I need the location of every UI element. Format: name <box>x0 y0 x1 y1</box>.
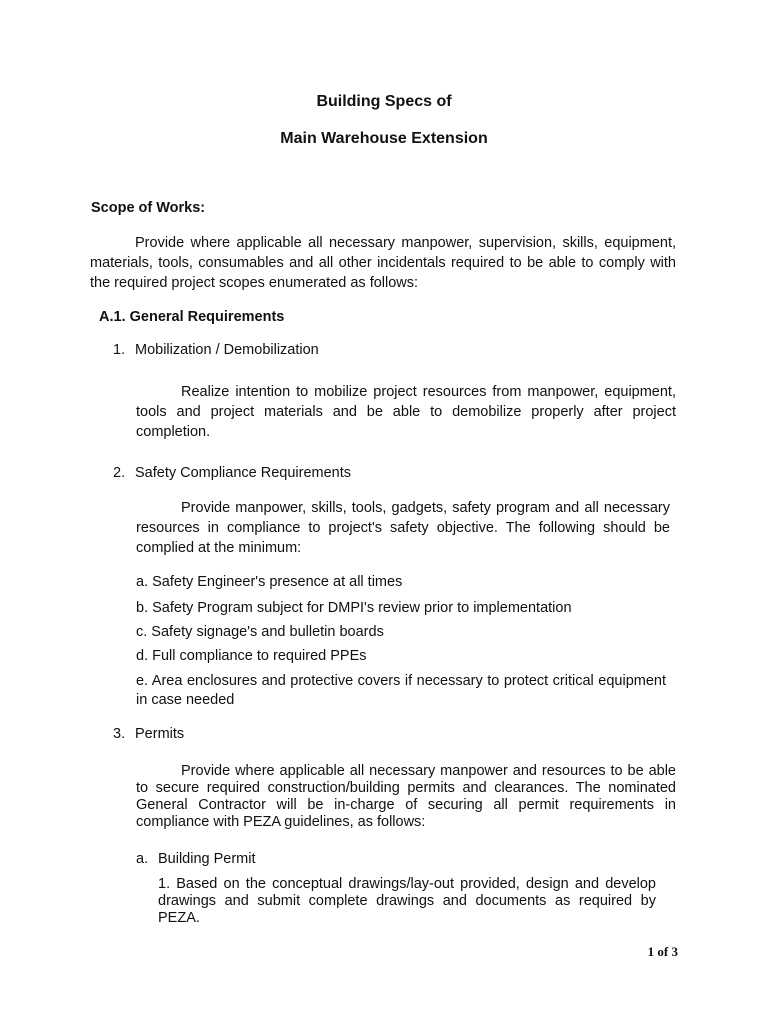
list-item-3-label <box>113 726 184 742</box>
safety-subitem-c: c. Safety signage's and bulletin boards <box>136 624 384 640</box>
document-title-line1: Building Specs of <box>316 93 452 110</box>
scope-intro: Provide where applicable all necessary manpower, supervision, skills, equipment, materials, tools, consumables and all other incidentals required to be able to comply with the required project scopes enumerated as follows: <box>90 235 676 291</box>
permit-subitem-a-text: 1. Based on the conceptual drawings/lay-out provided, design and develop drawings and submit complete drawings and documents as required by PEZA. <box>158 876 656 926</box>
safety-subitem-e: e. Area enclosures and protective covers if necessary to protect critical equipment in case needed <box>136 673 666 708</box>
list-item-1-number: 1. <box>113 342 126 358</box>
scope-heading: Scope of Works: <box>91 200 206 216</box>
list-item-1-text: Realize intention to mobilize project resources from manpower, equipment, tools and project materials and be able to demobilize properly after project completion. <box>136 384 676 440</box>
permit-subitem-a-letter: a. <box>136 851 149 867</box>
permit-subitem-a-label <box>136 851 256 867</box>
page-number: 1 of 3 <box>647 944 678 959</box>
safety-subitem-b: b. Safety Program subject for DMPI's review prior to implementation <box>136 600 572 616</box>
list-item-2-number: 2. <box>113 465 126 481</box>
safety-subitem-d: d. Full compliance to required PPEs <box>136 648 367 664</box>
list-item-3-text: Provide where applicable all necessary manpower and resources to be able to secure required construction/building permits and clearances. The nominated General Contractor will be in-charge of securing all permit requirements in compliance with PEZA guidelines, as follows: <box>136 763 676 830</box>
document-title-line2: Main Warehouse Extension <box>280 130 488 147</box>
permit-subitem-a-title: Building Permit <box>158 851 256 867</box>
list-item-1-title: Mobilization / Demobilization <box>135 342 319 358</box>
list-item-2-text: Provide manpower, skills, tools, gadgets, safety program and all necessary resources in compliance to project's safety objective. The following should be complied at the minimum: <box>136 500 670 556</box>
list-item-3-number: 3. <box>113 726 126 742</box>
list-item-1-label <box>113 342 319 358</box>
safety-subitem-a: a. Safety Engineer's presence at all times <box>136 574 403 590</box>
section-a1-heading: A.1. General Requirements <box>99 309 285 325</box>
list-item-2-label <box>113 465 351 481</box>
list-item-2-title: Safety Compliance Requirements <box>135 465 351 481</box>
list-item-3-title: Permits <box>135 726 185 742</box>
